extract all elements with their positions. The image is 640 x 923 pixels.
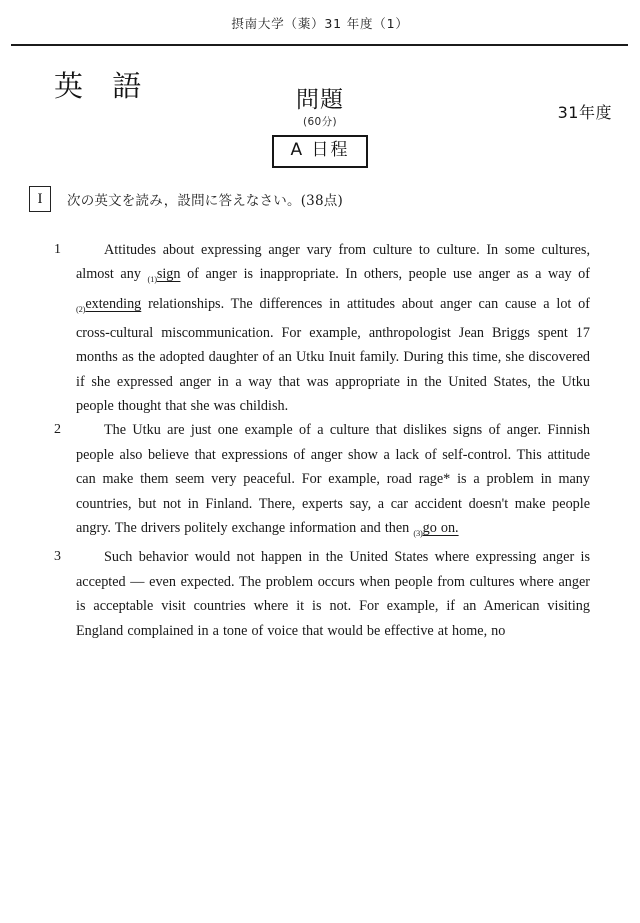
question-marker: (3) bbox=[413, 527, 423, 538]
paragraph-number: 3 bbox=[54, 549, 61, 565]
passage-text: Such behavior would not happen in the United States where expressing anger is accepted — even expected. The problem occurs when people from cultures where anger is acceptable visit countries where it is not. For example, if an American visiting England complained in a tone of voice that would be effective at home, no bbox=[76, 549, 590, 639]
exam-word: 問題 bbox=[296, 87, 344, 113]
title-center-block bbox=[0, 88, 640, 168]
directive-text: 次の英文を読み，設問に答えなさい。(38点) bbox=[67, 193, 343, 209]
passage-text: of anger is inappropriate. In others, people use anger as a way of bbox=[180, 266, 591, 283]
underlined-term: extending bbox=[85, 295, 142, 312]
exam-duration: (60分) bbox=[302, 116, 338, 129]
paragraph-text bbox=[76, 418, 590, 545]
paragraph-text bbox=[76, 545, 590, 643]
running-head: 摂南大学（薬）31 年度（1） bbox=[231, 16, 409, 31]
header-rule bbox=[11, 44, 628, 46]
question-number-box: I bbox=[29, 186, 51, 212]
reading-passage bbox=[50, 238, 590, 643]
passage-text: The Utku are just one example of a culture that dislikes signs of anger. Finnish people also believe that expressions of anger show a lack of self-control. This attitude can make them seem very peaceful. For example, road rage* is a problem in many countries, but not in Finland. There, experts say, a car accident doesn't make people angry. The drivers politely exchange information and then bbox=[76, 422, 590, 537]
subject-title: 英 語 bbox=[54, 69, 152, 103]
schedule-badge: A 日程 bbox=[272, 135, 367, 168]
paragraph-number: 2 bbox=[54, 422, 61, 438]
year-label: 31年度 bbox=[557, 103, 612, 122]
question-marker: (1) bbox=[147, 274, 157, 285]
paragraph-number: 1 bbox=[54, 242, 61, 257]
passage-paragraph bbox=[50, 418, 590, 545]
underlined-term: go on. bbox=[422, 520, 459, 537]
paragraph-text bbox=[76, 238, 590, 418]
passage-text: Attitudes about expressing anger vary from culture to culture. In some cultures, almost any bbox=[76, 242, 590, 283]
question-marker: (2) bbox=[76, 303, 86, 314]
underlined-term: sign bbox=[156, 266, 181, 283]
passage-paragraph bbox=[50, 238, 590, 418]
passage-paragraph bbox=[50, 545, 590, 643]
question-directive bbox=[29, 186, 343, 212]
passage-text: relationships. The differences in attitudes about anger can cause a lot of cross-cultural miscommunication. For example, anthropologist Jean Briggs spent 17 months as the adopted daughter of an Utku Inuit family. During this time, she discovered if she expressed anger in a way that was appropriate in the United States, the Utku people thought that she was childish. bbox=[76, 295, 590, 415]
